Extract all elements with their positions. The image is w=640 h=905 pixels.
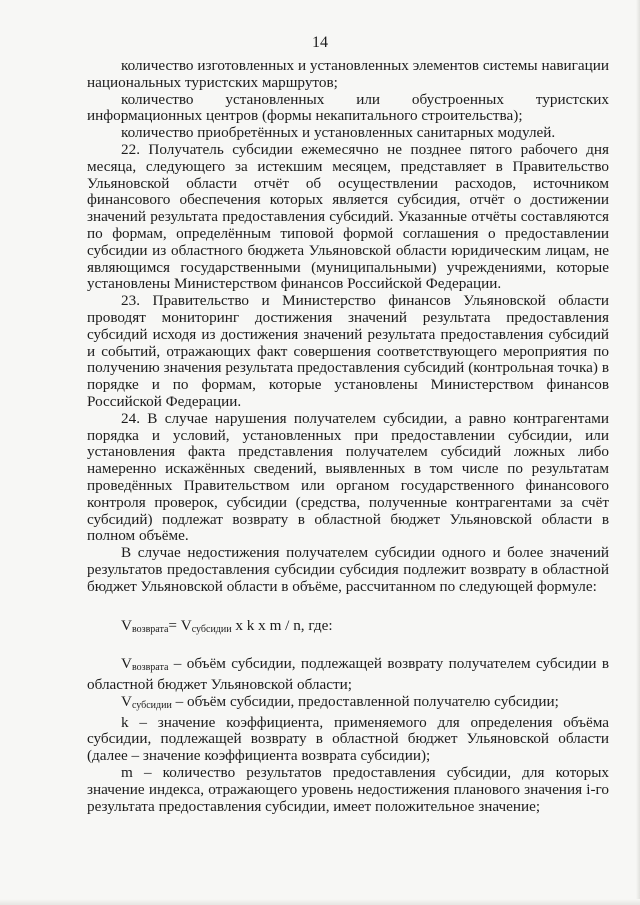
definition-text: – значение коэффициента, применяемого для определения объёма субсидии, подлежащей возврату в областной бюджет Ульяновской области (далее – значение коэффициента возврата субсидии); (87, 713, 609, 765)
definition-symbol: V (121, 655, 132, 673)
definition-text: – объём субсидии, подлежащей возврату получателем субсидии в областной бюджет Ульяновской области; (87, 655, 609, 694)
formula-rest: x k x m / n, где: (231, 616, 333, 634)
definition-subscript: субсидии (131, 699, 172, 711)
definition-k (87, 715, 609, 765)
definition-v-return (87, 656, 609, 694)
scan-bottom-shadow (0, 899, 640, 905)
definition-text: – количество результатов предоставления субсидии, для которых значение индекса, отражающего уровень недостижения планового значения i-го результата предоставления субсидии, имеет положительное значение; (87, 764, 609, 815)
paragraph-24: 24. В случае нарушения получателем субсидии, а равно контрагентами порядка и условий, установленных при предоставлении субсидии, или установления факта представления получателем субсидий ложных либо намеренно искажённых сведений, выявленных в том числе по результатам проведённых Правительством или органом государственного финансового контроля проверок, субсидии (средства, полученные контрагентами за счёт субсидий) подлежат возврату в областной бюджет Ульяновской области в полном объёме. (87, 409, 609, 545)
formula-equals: = V (168, 616, 192, 634)
paragraph: количество приобретённых и установленных санитарных модулей. (121, 124, 556, 142)
return-formula (121, 618, 609, 639)
definition-m (87, 765, 609, 815)
formula-v2-subscript: субсидии (191, 623, 232, 635)
page-number: 14 (312, 34, 328, 51)
paragraph: количество установленных или обустроенных туристских информационных центров (формы некапитального строительства); (87, 90, 609, 125)
scan-edge-shadow (636, 0, 640, 905)
formula-v: V (121, 616, 132, 634)
paragraph-undershoot: В случае недостижения получателем субсидии одного и более значений результатов предоставления субсидии субсидия подлежит возврату в областной бюджет Ульяновской области в объёме, рассчитанном по следующей формуле: (87, 544, 609, 595)
definition-symbol: V (121, 692, 132, 710)
paragraph: количество изготовленных и установленных элементов системы навигации национальных туристских маршрутов; (87, 57, 609, 91)
definition-symbol: k (121, 713, 129, 731)
definition-symbol: m (121, 764, 133, 782)
formula-v-subscript: возврата (131, 623, 169, 635)
definition-v-subsidy (87, 694, 609, 715)
definition-text: – объём субсидии, предоставленной получателю субсидии; (171, 692, 559, 710)
definition-subscript: возврата (131, 662, 169, 674)
paragraph-22: 22. Получатель субсидии ежемесячно не позднее пятого рабочего дня месяца, следующего за истекшим месяцем, представляет в Правительство Ульяновской области отчёт об осуществлении расходов, источником финансового обеспечения которых является субсидия, отчёт о достижении значений результата предоставления субсидий. Указанные отчёты составляются по формам, определённым типовой формой соглашения о предоставлении субсидии из областного бюджета Ульяновской области юридическим лицам, не являющимся государственными (муниципальными) учреждениями, которые установлены Министерством финансов Российской Федерации. (87, 140, 609, 293)
document-body (87, 58, 609, 815)
paragraph-23: 23. Правительство и Министерство финансов Ульяновской области проводят мониторинг достижения значений результата предоставления субсидий исходя из достижения значений результата предоставления субсидий и событий, отражающих факт совершения соответствующего мероприятия по получению значения результата предоставления субсидий (контрольная точка) в порядке и по формам, которые установлены Министерством финансов Российской Федерации. (87, 292, 609, 410)
